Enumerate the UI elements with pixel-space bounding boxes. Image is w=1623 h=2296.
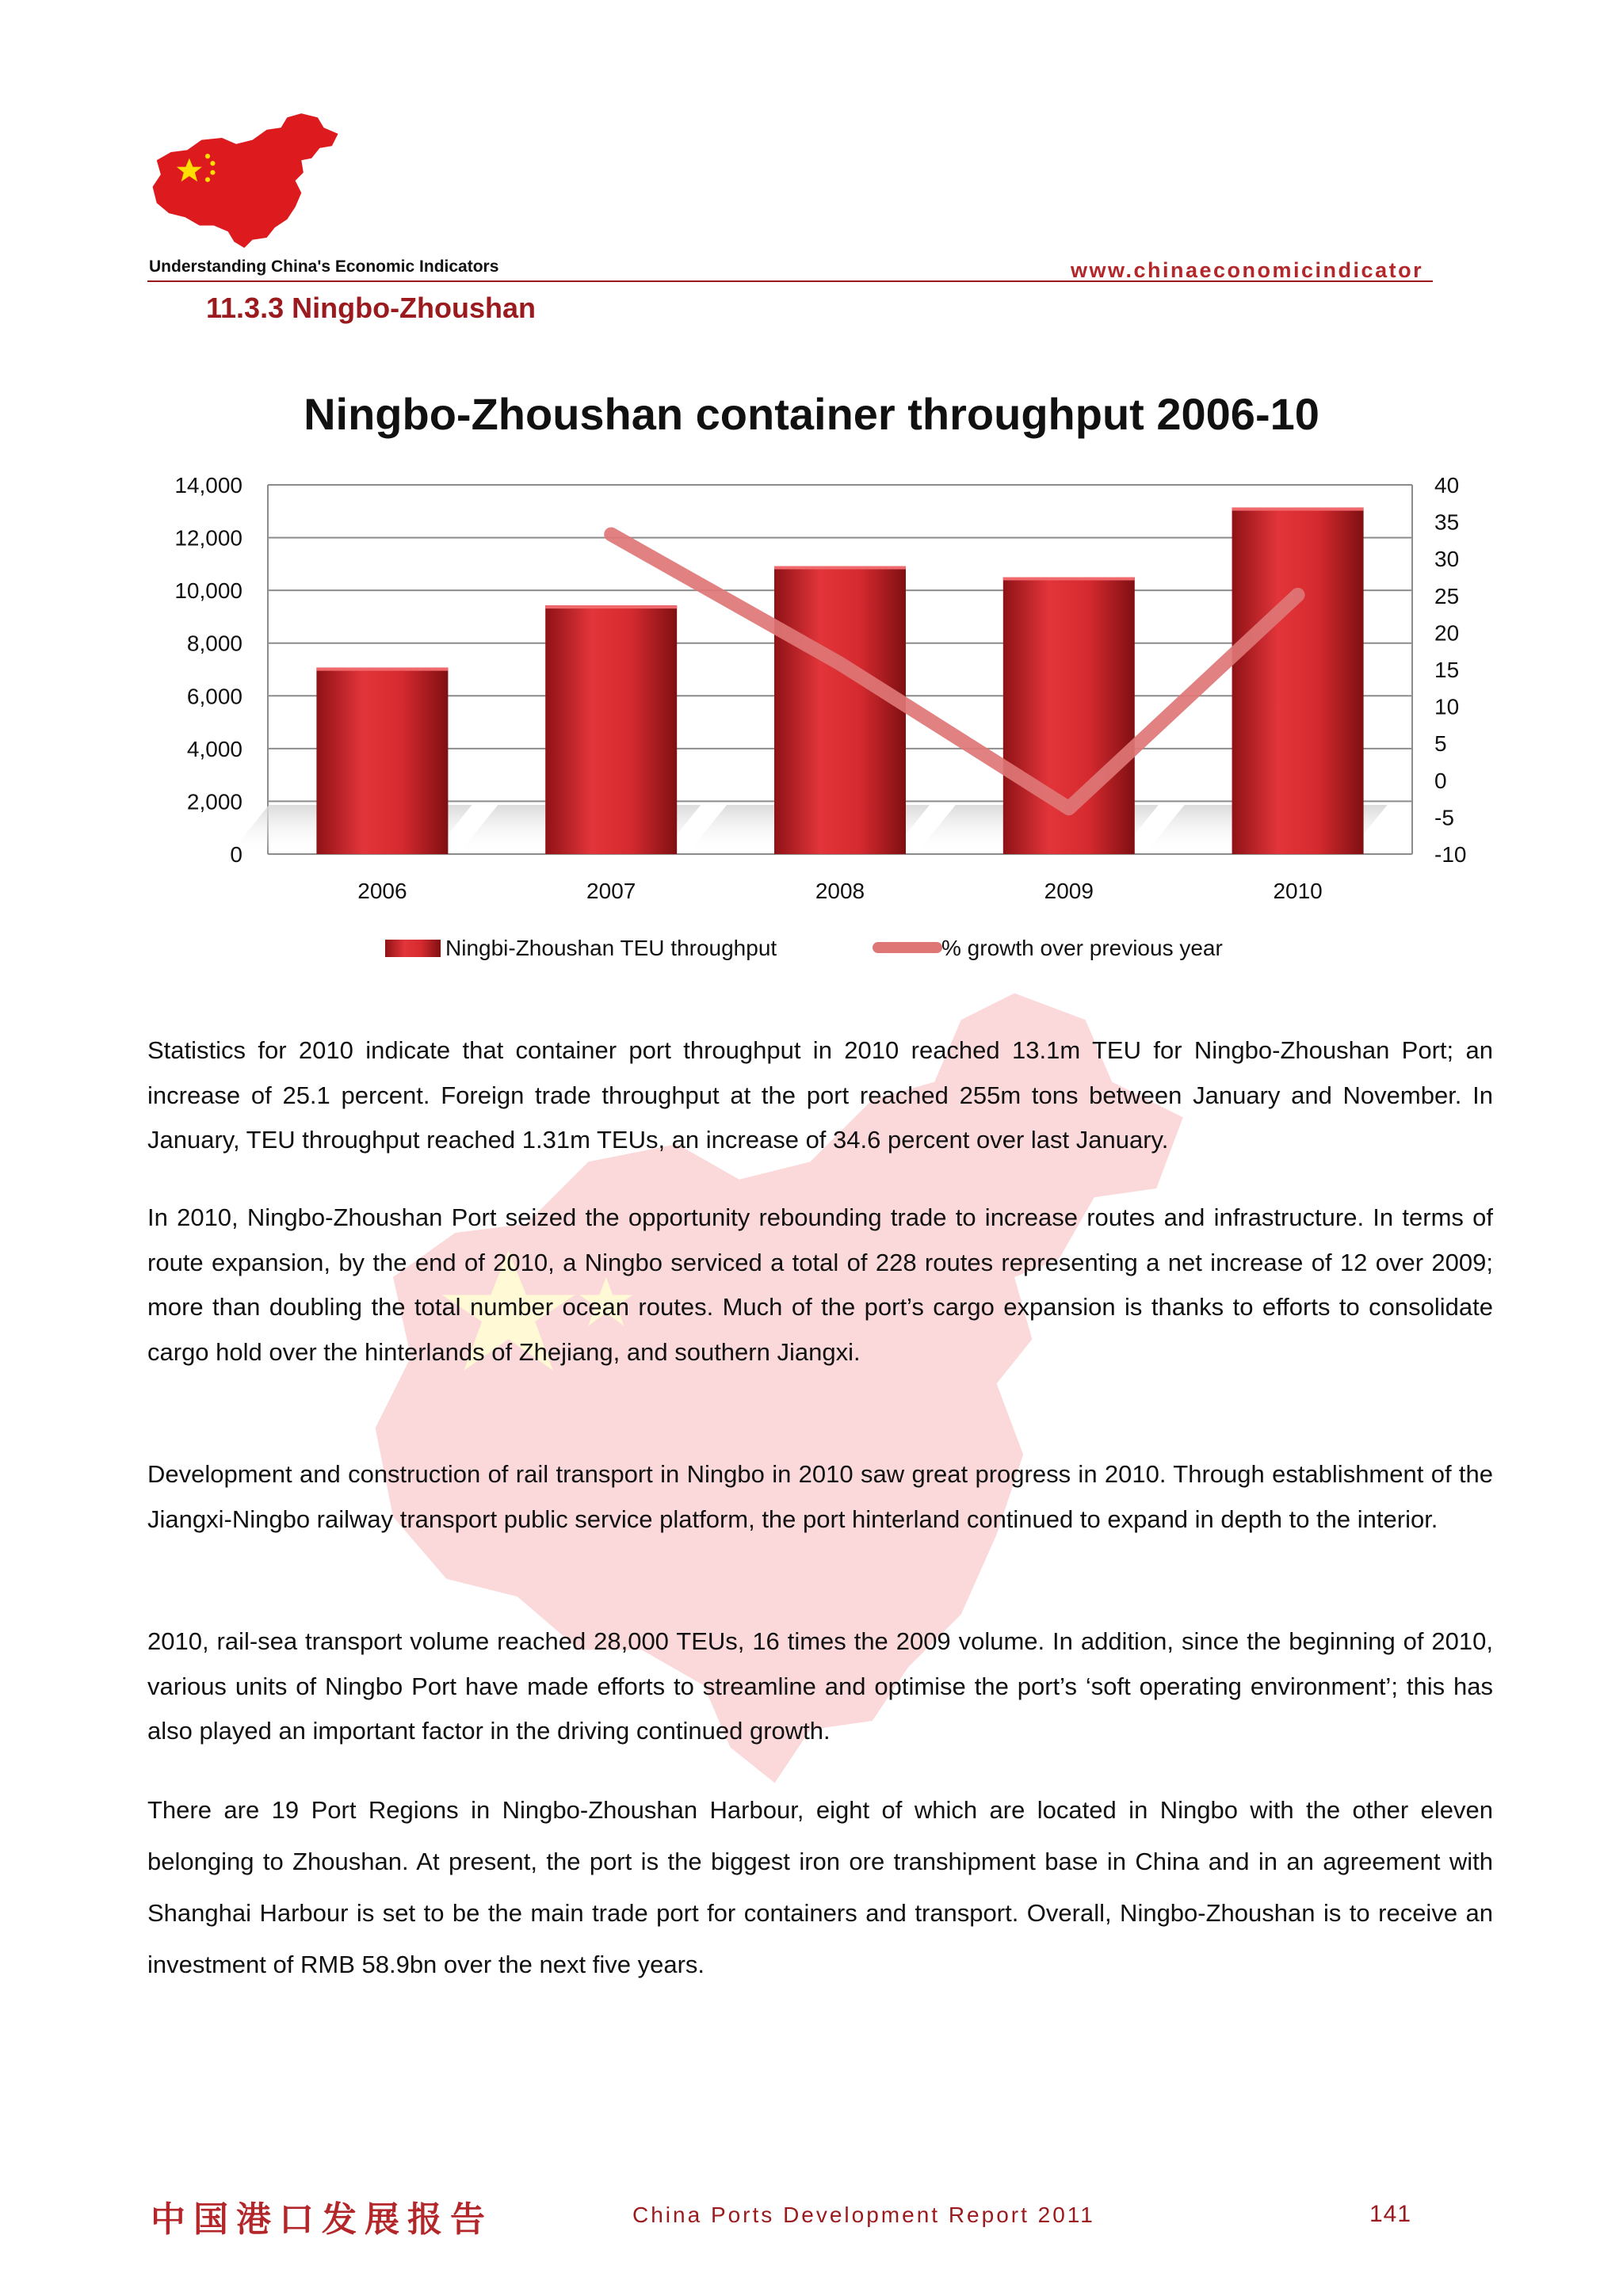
- growth-line: [611, 534, 1297, 808]
- paragraph-1: Statistics for 2010 indicate that container port throughput in 2010 reached 13.1m TEU for Ningbo-Zhoushan Port; an increase of 25.1 percent. Foreign trade throughput at the port reached 255m tons between January and November. In January, TEU throughput reached 1.31m TEUs, an increase of 34.6 percent over last January.: [147, 1036, 1493, 1154]
- footer-report-title: China Ports Development Report 2011: [632, 2203, 1095, 2227]
- y-right-tick-label: -5: [1434, 805, 1454, 830]
- paragraph-2: In 2010, Ningbo-Zhoushan Port seized the opportunity rebounding trade to increase routes and infrastructure. In terms of route expansion, by the end of 2010, a Ningbo serviced a total of 228 routes representing a net increase of 12 over 2009; more than doubling the total number ocean routes. Much of the port’s cargo expansion is thanks to efforts to consolidate cargo hold over the hinterlands of Zhejiang, and southern Jiangxi.: [147, 1203, 1493, 1366]
- legend-bar-label: Ningbi-Zhoushan TEU throughput: [445, 936, 777, 960]
- x-tick-label: 2009: [1044, 879, 1094, 903]
- legend-bar-swatch: [385, 940, 441, 957]
- throughput-chart: [0, 0, 1623, 998]
- bar-top-highlight: [545, 605, 677, 608]
- paragraph-4: 2010, rail-sea transport volume reached 28,000 TEUs, 16 times the 2009 volume. In addition, since the beginning of 2010, various units of Ningbo Port have made efforts to streamline and optimise the port’s ‘soft operating environment’; this has also played an important factor in the driving continued growth.: [147, 1627, 1493, 1745]
- bar-top-highlight: [1003, 578, 1135, 581]
- y-right-tick-label: 35: [1434, 509, 1460, 535]
- x-tick-label: 2010: [1273, 879, 1323, 903]
- y-right-tick-label: 40: [1434, 473, 1460, 498]
- y-left-tick-label: 14,000: [174, 473, 242, 498]
- bar-top-highlight: [316, 668, 448, 671]
- paragraph-5: There are 19 Port Regions in Ningbo-Zhoushan Harbour, eight of which are located in Ningbo with the other eleven belonging to Zhoushan. At present, the port is the biggest iron ore transhipment base in China and in an agreement with Shanghai Harbour is set to be the main trade port for containers and transport. Overall, Ningbo-Zhoushan is to receive an investment of RMB 58.9bn over the next five years.: [147, 1796, 1493, 1978]
- bar: [1232, 508, 1364, 854]
- chart-title: Ningbo-Zhoushan container throughput 2006-10: [304, 389, 1319, 439]
- y-right-tick-label: 10: [1434, 694, 1460, 719]
- chart-legend: [385, 936, 1223, 960]
- bar: [545, 605, 677, 854]
- x-tick-label: 2008: [815, 879, 865, 903]
- y-right-tick-label: -10: [1434, 842, 1467, 867]
- paragraph-3: Development and construction of rail transport in Ningbo in 2010 saw great progress in 2010. Through establishment of the Jiangxi-Ningbo railway transport public service platform, the port hinterland continued to expand in depth to the interior.: [147, 1460, 1493, 1533]
- bar-top-highlight: [774, 566, 906, 570]
- chart-growth-line: [611, 534, 1297, 808]
- y-right-tick-label: 0: [1434, 768, 1447, 793]
- header-tagline: Understanding China's Economic Indicators: [149, 257, 499, 276]
- y-left-tick-label: 4,000: [186, 736, 242, 761]
- footer-cn-title: 中国港口发展报告: [151, 2199, 493, 2240]
- y-right-tick-label: 5: [1434, 731, 1447, 757]
- y-left-tick-label: 12,000: [174, 525, 242, 551]
- x-tick-label: 2007: [586, 879, 636, 903]
- y-right-tick-label: 20: [1434, 620, 1460, 646]
- y-left-tick-label: 0: [230, 842, 242, 867]
- y-left-tick-label: 10,000: [174, 578, 242, 604]
- header-url: www.chinaeconomicindicator: [1071, 258, 1424, 282]
- y-right-tick-label: 25: [1434, 583, 1460, 608]
- bar: [316, 668, 448, 854]
- x-tick-label: 2006: [357, 879, 407, 903]
- y-right-tick-label: 30: [1434, 547, 1460, 572]
- bar: [774, 566, 906, 854]
- y-left-tick-label: 6,000: [186, 684, 242, 709]
- footer-page-number: 141: [1369, 2201, 1412, 2227]
- legend-line-label: % growth over previous year: [941, 936, 1223, 960]
- y-left-tick-label: 8,000: [186, 631, 242, 656]
- y-right-tick-label: 15: [1434, 658, 1460, 682]
- section-heading: 11.3.3 Ningbo-Zhoushan: [206, 292, 537, 324]
- bar-top-highlight: [1232, 508, 1364, 511]
- y-left-tick-label: 2,000: [186, 789, 242, 814]
